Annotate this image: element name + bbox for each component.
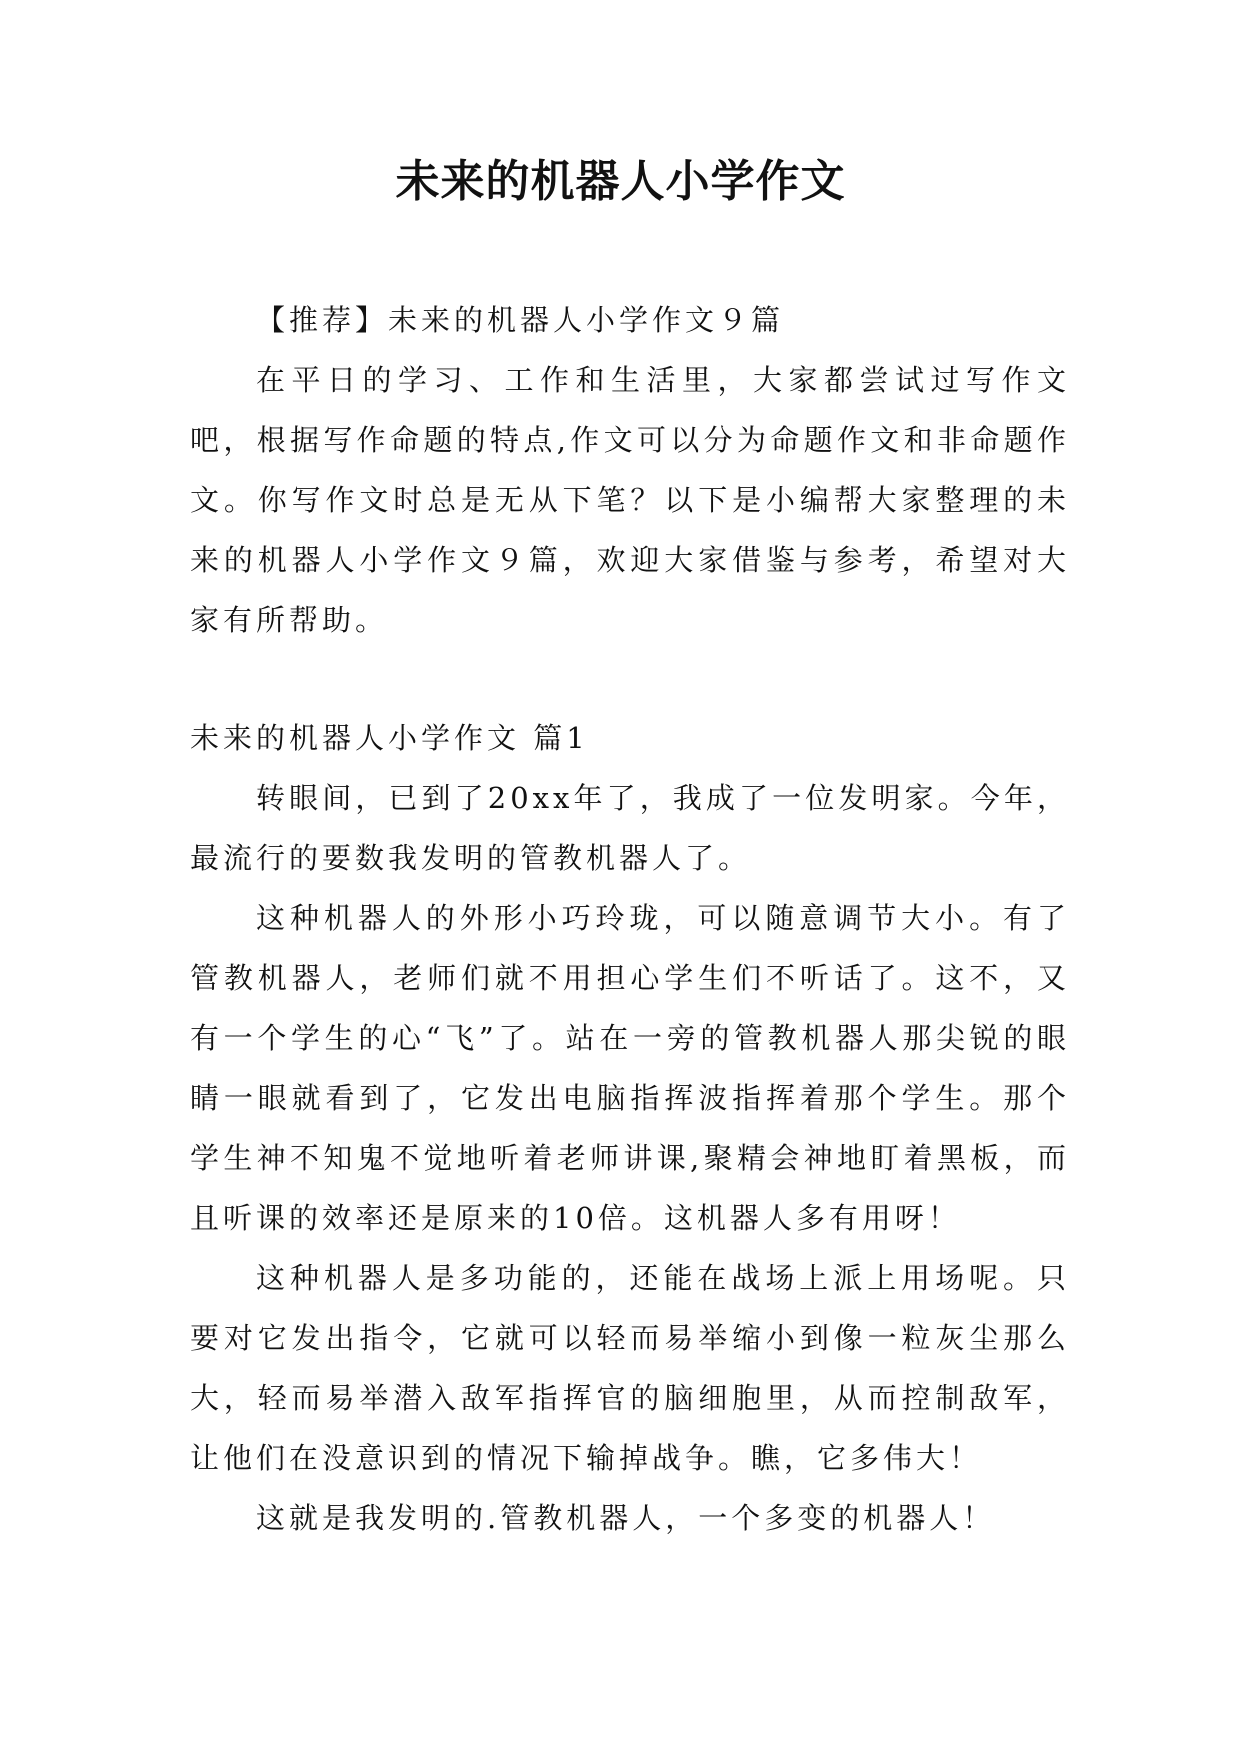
section-gap bbox=[190, 650, 1070, 708]
intro-paragraph: 在平日的学习、工作和生活里，大家都尝试过写作文吧，根据写作命题的特点,作文可以分为命题作文和非命题作文。你写作文时总是无从下笔？以下是小编帮大家整理的未来的机器人小学作文９篇，欢迎大家借鉴与参考，希望对大家有所帮助。 bbox=[190, 363, 1070, 637]
section-paragraph: 这种机器人是多功能的，还能在战场上派上用场呢。只要对它发出指令，它就可以轻而易举缩小到像一粒灰尘那么大，轻而易举潜入敌军指挥官的脑细胞里，从而控制敌军，让他们在没意识到的情况下输掉战争。瞧，它多伟大！ bbox=[190, 1261, 1070, 1475]
section-paragraph: 转眼间，已到了20xx年了，我成了一位发明家。今年，最流行的要数我发明的管教机器人了。 bbox=[190, 781, 1070, 875]
document-title: 未来的机器人小学作文 bbox=[395, 156, 846, 207]
recommend-line: 【推荐】未来的机器人小学作文９篇 bbox=[256, 303, 785, 337]
section-heading: 未来的机器人小学作文 篇1 bbox=[190, 721, 589, 755]
section-paragraph: 这就是我发明的.管教机器人，一个多变的机器人！ bbox=[256, 1501, 996, 1535]
document-body bbox=[190, 290, 1070, 1548]
section-paragraph: 这种机器人的外形小巧玲珑，可以随意调节大小。有了管教机器人，老师们就不用担心学生们不听话了。这不，又有一个学生的心“飞”了。站在一旁的管教机器人那尖锐的眼睛一眼就看到了，它发出电脑指挥波指挥着那个学生。那个学生神不知鬼不觉地听着老师讲课,聚精会神地盯着黑板，而且听课的效率还是原来的10倍。这机器人多有用呀！ bbox=[190, 901, 1070, 1235]
